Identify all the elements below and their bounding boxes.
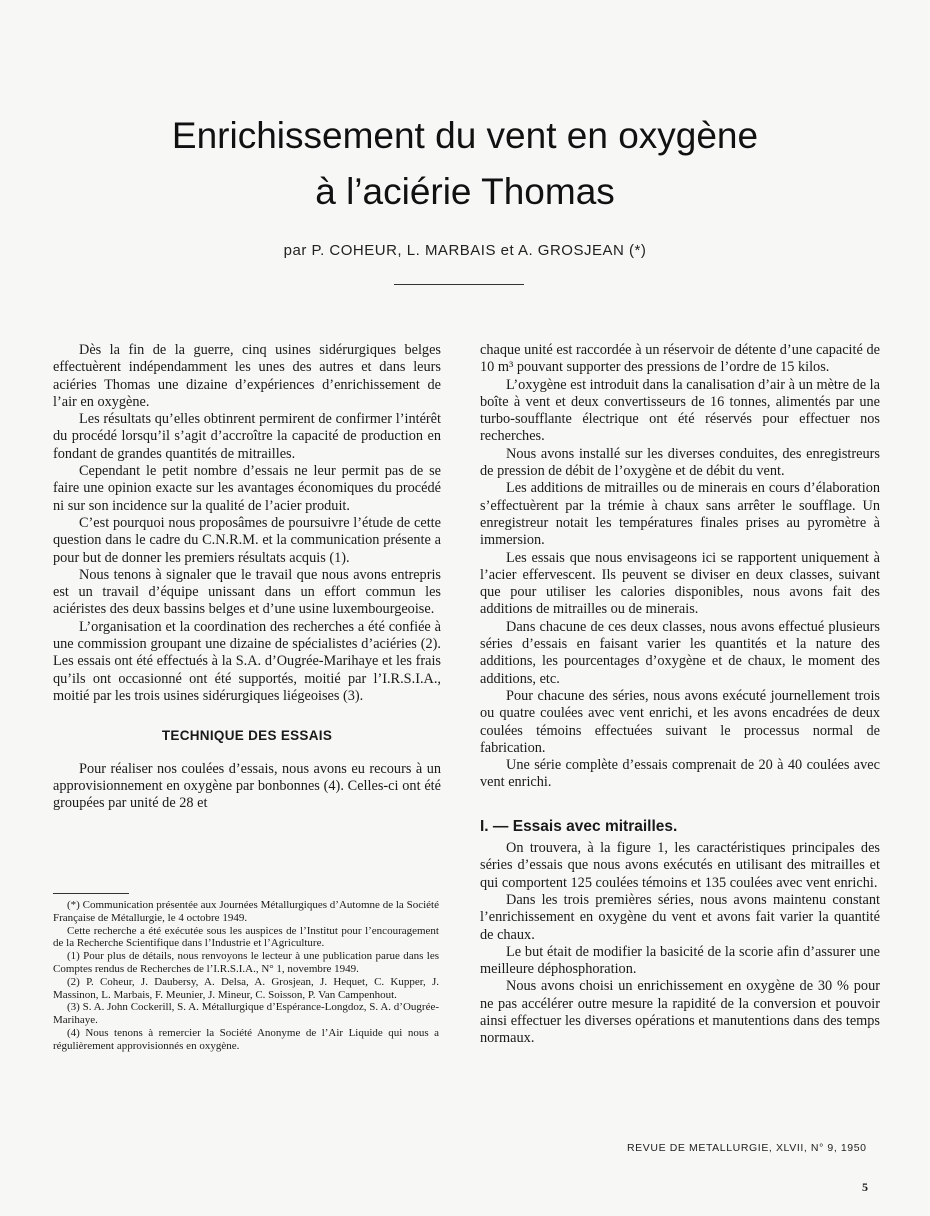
paragraph: Les essais que nous envisageons ici se rapportent uniquement à l’acier effervescent. Ils peuvent se diviser en deux classes, suivant que pour utiliser les calories disponibles, nous avons fait des additions de mitrailles ou de minerais. <box>480 549 880 618</box>
paragraph: Pour réaliser nos coulées d’essais, nous avons eu recours à un approvisionnement en oxygène par bonbonnes (4). Celles-ci ont été groupées par unité de 28 et <box>53 760 441 812</box>
section-heading: TECHNIQUE DES ESSAIS <box>161 728 333 744</box>
right-column <box>480 342 880 1048</box>
paragraph: Cependant le petit nombre d’essais ne leur permit pas de se faire une opinion exacte sur les avantages économiques du procédé ni sur son incidence sur la qualité de l’acier produit. <box>53 463 441 514</box>
paragraph: chaque unité est raccordée à un réservoir de détente d’une capacité de 10 m³ pouvant supporter des pressions de l’ordre de 15 kilos. <box>480 342 880 376</box>
left-column <box>53 342 441 812</box>
article-title <box>0 108 930 220</box>
title-line-1: Enrichissement du vent en oxygène <box>171 115 759 156</box>
paragraph: Nous tenons à signaler que le travail que nous avons entrepris est un travail d’équipe unissant dans un effort commun les aciéristes des deux bassins belges et d’une usine luxembourgeoise. <box>53 566 441 618</box>
paragraph: On trouvera, à la figure 1, les caractéristiques principales des séries d’essais que nous avons exécutés en utilisant des mitrailles et qui comportent 125 coulées témoins et 135 coulées avec vent enrichi. <box>480 840 880 891</box>
footnote: (3) S. A. John Cockerill, S. A. Métallurgique d’Espérance-Longdoz, S. A. d’Ougrée-Marihaye. <box>53 1001 439 1027</box>
footnote: (2) P. Coheur, J. Daubersy, A. Delsa, A. Grosjean, J. Hequet, C. Kupper, J. Massinon, L. Marbais, F. Meunier, J. Mineur, C. Soisson, P. Van Campenhout. <box>53 975 439 1001</box>
paragraph: Une série complète d’essais comprenait de 20 à 40 coulées avec vent enrichi. <box>480 757 880 791</box>
paragraph: Nous avons installé sur les diverses conduites, des enregistreurs de pression de débit de l’oxygène et de débit du vent. <box>480 445 880 480</box>
paragraph: Pour chacune des séries, nous avons exécuté journellement trois ou quatre coulées avec vent enrichi, et les avons encadrées de deux coulées témoins effectuées suivant le processus normal de fabrication. <box>480 687 880 756</box>
part-heading: I. — Essais avec mitrailles. <box>480 817 678 835</box>
paragraph: Dès la fin de la guerre, cinq usines sidérurgiques belges effectuèrent indépendamment les unes des autres et dans leurs aciéries Thomas une dizaine d’expériences d’enrichissement de l’air en oxygène. <box>53 342 441 410</box>
paragraph: Les résultats qu’elles obtinrent permirent de confirmer l’intérêt du procédé lorsqu’il s’agit d’accroître la capacité de production en fondant de grandes quantités de mitrailles. <box>53 411 441 462</box>
footnote: Cette recherche a été exécutée sous les auspices de l’Institut pour l’encouragement de la Recherche Scientifique dans l’Industrie et l’Agriculture. <box>53 924 439 950</box>
footnote: (4) Nous tenons à remercier la Société Anonyme de l’Air Liquide qui nous a régulièrement approvisionnés en oxygène. <box>53 1026 439 1052</box>
paragraph: Dans chacune de ces deux classes, nous avons effectué plusieurs séries d’essais en faisant varier les quantités et la nature des additions, les pourcentages d’oxygène et de chaux, le moment des additions, etc. <box>480 618 880 687</box>
page-number: 5 <box>862 1180 868 1194</box>
journal-reference: REVUE DE METALLURGIE, XLVII, N° 9, 1950 <box>627 1142 867 1154</box>
paragraph: C’est pourquoi nous proposâmes de poursuivre l’étude de cette question dans le cadre du C.N.R.M. et la communication présente a pour but de donner les premiers résultats acquis (1). <box>53 514 441 566</box>
title-line-2: à l’aciérie Thomas <box>315 171 615 212</box>
paragraph: Le but était de modifier la basicité de la scorie afin d’assurer une meilleure déphosphoration. <box>480 943 880 978</box>
paragraph: L’organisation et la coordination des recherches a été confiée à une commission groupant une dizaine de spécialistes d’aciéries (2). Les essais ont été effectués à la S.A. d’Ougrée-Marihaye et les frais qu’ils ont occasionné ont été supportés, moitié par l’I.R.S.I.A., moitié par les trois usines sidérurgiques liégeoises (3). <box>53 618 441 704</box>
title-divider <box>394 284 524 285</box>
footnote: (1) Pour plus de détails, nous renvoyons le lecteur à une publication parue dans les Comptes rendus de Recherches de l’I.R.S.I.A., N° 1, novembre 1949. <box>53 950 439 975</box>
footnotes <box>53 899 439 1053</box>
paragraph: Dans les trois premières séries, nous avons maintenu constant l’enrichissement en oxygène du vent et avons fait varier la quantité de chaux. <box>480 891 880 943</box>
authors-line: par P. COHEUR, L. MARBAIS et A. GROSJEAN (*) <box>283 242 647 259</box>
paragraph: L’oxygène est introduit dans la canalisation d’air à un mètre de la boîte à vent et deux convertisseurs de 16 tonnes, alimentés par une turbo-soufflante électrique ont été réservés pour effectuer nos recherches. <box>480 376 880 445</box>
footnote-divider <box>53 893 129 894</box>
paragraph: Les additions de mitrailles ou de minerais en cours d’élaboration s’effectuèrent par la trémie à chaux sans arrêter le soufflage. Un enregistreur notait les températures finales prises au pyromètre à immersion. <box>480 480 880 549</box>
footnote: (*) Communication présentée aux Journées Métallurgiques d’Automne de la Société Française de Métallurgie, le 4 octobre 1949. <box>53 899 439 924</box>
paragraph: Nous avons choisi un enrichissement en oxygène de 30 % pour ne pas accélérer outre mesure la rapidité de la conversion et pouvoir ainsi effectuer les diverses opérations et manutentions dans des temps normaux. <box>480 978 880 1047</box>
